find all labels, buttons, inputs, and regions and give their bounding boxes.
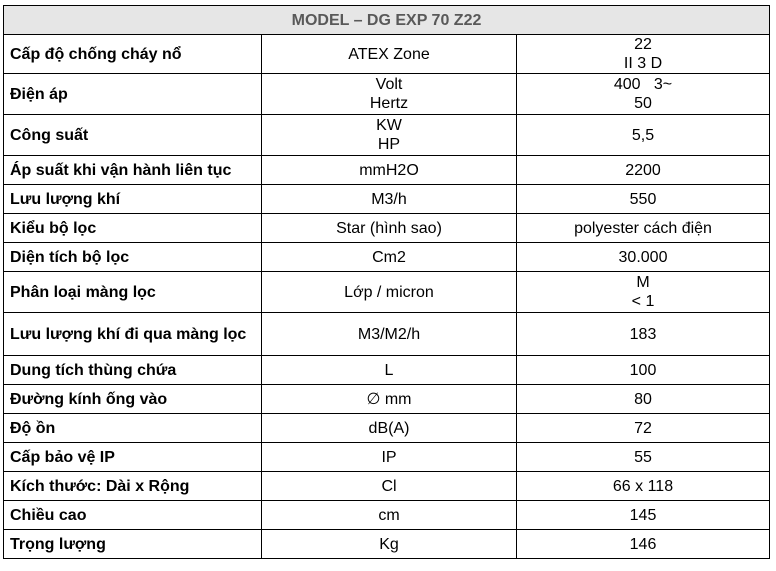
row-label: Đường kính ống vào — [4, 385, 262, 414]
row-label: Lưu lượng khí đi qua màng lọc — [4, 313, 262, 356]
row-unit: L — [262, 356, 517, 385]
row-label: Chiều cao — [4, 501, 262, 530]
row-value: 146 — [517, 530, 770, 559]
row-value: 30.000 — [517, 243, 770, 272]
row-label: Cấp độ chống cháy nổ — [4, 35, 262, 74]
row-unit: dB(A) — [262, 414, 517, 443]
row-unit: cm — [262, 501, 517, 530]
row-unit: M3/h — [262, 185, 517, 214]
row-value: 5,5 — [517, 115, 770, 156]
table-row — [4, 472, 770, 501]
row-unit: M3/M2/h — [262, 313, 517, 356]
table-row — [4, 243, 770, 272]
table-row — [4, 115, 770, 156]
table-row — [4, 35, 770, 74]
row-unit: KW HP — [262, 115, 517, 156]
row-label: Trọng lượng — [4, 530, 262, 559]
row-value: polyester cách điện — [517, 214, 770, 243]
table-row — [4, 414, 770, 443]
table-title: MODEL – DG EXP 70 Z22 — [4, 6, 770, 35]
row-value: M < 1 — [517, 272, 770, 313]
row-unit: Cl — [262, 472, 517, 501]
row-unit: Volt Hertz — [262, 74, 517, 115]
row-label: Điện áp — [4, 74, 262, 115]
row-label: Cấp bảo vệ IP — [4, 443, 262, 472]
spec-table — [3, 5, 770, 559]
row-unit: Kg — [262, 530, 517, 559]
table-row — [4, 214, 770, 243]
row-label: Lưu lượng khí — [4, 185, 262, 214]
row-unit: IP — [262, 443, 517, 472]
row-value: 22 II 3 D — [517, 35, 770, 74]
row-value: 100 — [517, 356, 770, 385]
row-value: 550 — [517, 185, 770, 214]
row-label: Độ ồn — [4, 414, 262, 443]
table-row — [4, 74, 770, 115]
row-value: 400 3~ 50 — [517, 74, 770, 115]
row-value: 145 — [517, 501, 770, 530]
row-unit: mmH2O — [262, 156, 517, 185]
row-label: Áp suất khi vận hành liên tục — [4, 156, 262, 185]
table-title-row — [4, 6, 770, 35]
row-value: 2200 — [517, 156, 770, 185]
row-label: Phân loại màng lọc — [4, 272, 262, 313]
table-row — [4, 530, 770, 559]
row-unit: Star (hình sao) — [262, 214, 517, 243]
row-label: Công suất — [4, 115, 262, 156]
row-value: 55 — [517, 443, 770, 472]
table-row — [4, 443, 770, 472]
table-row — [4, 385, 770, 414]
row-label: Diện tích bộ lọc — [4, 243, 262, 272]
row-unit: ∅ mm — [262, 385, 517, 414]
table-row — [4, 185, 770, 214]
row-value: 183 — [517, 313, 770, 356]
row-label: Kiểu bộ lọc — [4, 214, 262, 243]
row-unit: ATEX Zone — [262, 35, 517, 74]
table-row — [4, 313, 770, 356]
table-row — [4, 156, 770, 185]
table-row — [4, 501, 770, 530]
row-value: 80 — [517, 385, 770, 414]
table-row — [4, 356, 770, 385]
row-label: Kích thước: Dài x Rộng — [4, 472, 262, 501]
row-unit: Cm2 — [262, 243, 517, 272]
row-label: Dung tích thùng chứa — [4, 356, 262, 385]
row-value: 66 x 118 — [517, 472, 770, 501]
row-unit: Lớp / micron — [262, 272, 517, 313]
row-value: 72 — [517, 414, 770, 443]
table-row — [4, 272, 770, 313]
